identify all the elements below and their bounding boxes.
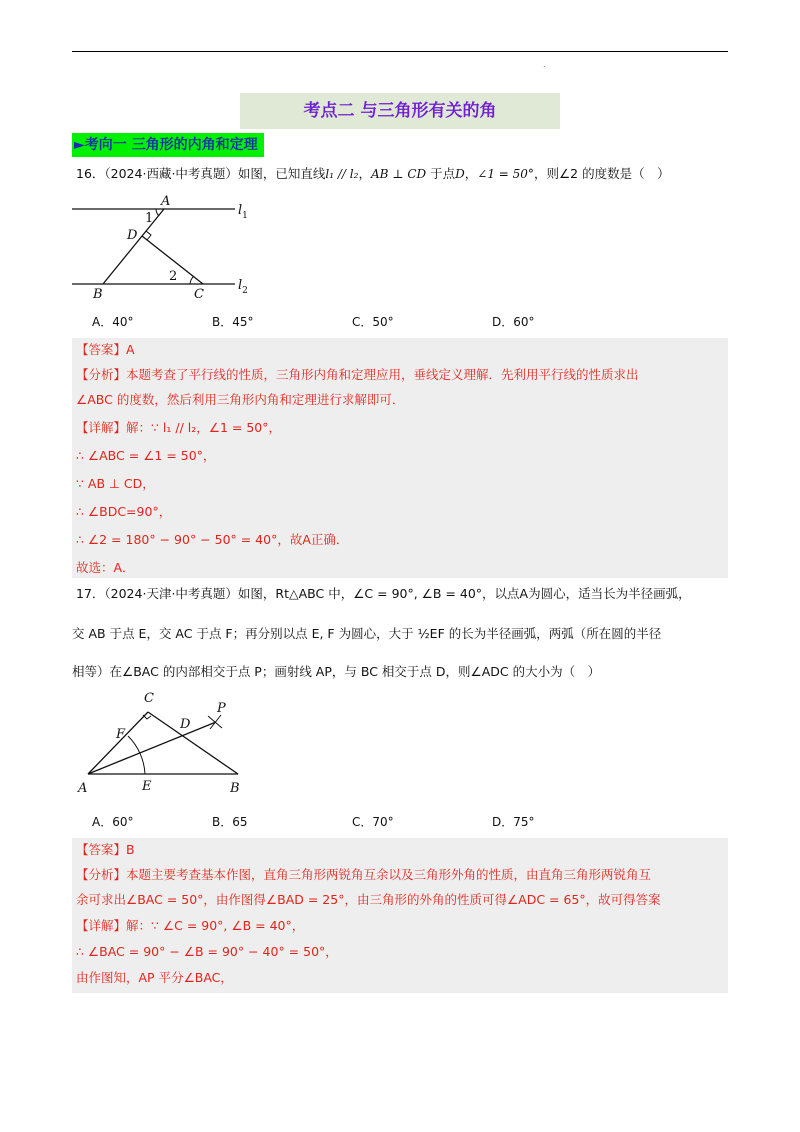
- segment-cb: [148, 712, 238, 774]
- q17-figure: [72, 688, 262, 798]
- q16-perp: AB ⊥ CD: [370, 167, 427, 181]
- label-a: A: [78, 781, 88, 796]
- section-title: 考点二 与三角形有关的角: [240, 93, 560, 129]
- q17-detail: 【详解】解：∵ ∠C = 90°, ∠B = 40°，: [76, 918, 305, 933]
- q16-parallel: l₁ // l₂: [325, 167, 359, 181]
- q16-option-d[interactable]: D．60°: [492, 315, 535, 329]
- q16-step-4: ∴ ∠2 = 180° − 90° − 50° = 40°，故A正确．: [76, 532, 349, 547]
- q16-figure: [70, 192, 260, 307]
- label-2: 2: [169, 269, 178, 284]
- segment-ac: [88, 712, 148, 774]
- q17-option-a[interactable]: A．60°: [92, 815, 134, 829]
- q16-suffix: ，则∠2 的度数是（ ）: [533, 166, 670, 181]
- q17-answer: 【答案】B: [76, 842, 135, 857]
- q16-analysis-2: ∠ABC 的度数，然后利用三角形内角和定理进行求解即可．: [76, 392, 405, 407]
- q16-sep1: ，: [358, 166, 371, 181]
- q16-text-mid: 于点: [426, 166, 456, 181]
- q16-stem: [76, 164, 670, 184]
- q16-answer-block: [72, 338, 728, 578]
- q16-option-a[interactable]: A．40°: [92, 315, 134, 329]
- label-f: F: [116, 727, 126, 742]
- q17-line-2: 交 AB 于点 E，交 AC 于点 F；再分别以点 E, F 为圆心，大于 ½EF 的长为半径画弧，两弧（所在圆的半径: [72, 626, 662, 641]
- label-b: B: [230, 781, 240, 796]
- q17-option-d[interactable]: D．75°: [492, 815, 535, 829]
- q17-analysis-1: 【分析】本题主要考查基本作图，直角三角形两锐角互余以及三角形外角的性质，由直角三角形两锐角互: [76, 867, 652, 882]
- label-p: P: [217, 701, 226, 716]
- label-d: D: [180, 717, 191, 732]
- q17-analysis-2: 余可求出∠BAC = 50°，由作图得∠BAD = 25°，由三角形的外角的性质可得∠ADC = 65°，故可得答案: [76, 892, 661, 907]
- intersection-cross: [208, 715, 222, 729]
- label-c: C: [144, 691, 154, 706]
- label-a: A: [161, 194, 171, 209]
- q17-option-b[interactable]: B．65: [212, 815, 248, 829]
- q16-step-2: ∵ AB ⊥ CD，: [76, 476, 155, 491]
- header-rule: [72, 51, 728, 52]
- q16-angle1: ∠1 = 50°: [477, 167, 534, 181]
- q16-answer: 【答案】A: [76, 342, 135, 357]
- q16-choice: 故选：A．: [76, 560, 135, 575]
- q16-analysis-1: 【分析】本题考查了平行线的性质，三角形内角和定理应用，垂线定义理解．先利用平行线的性质求出: [76, 367, 639, 382]
- q16-point-d: D: [455, 167, 465, 181]
- right-angle-mark: [146, 231, 151, 240]
- angle2-arc: [190, 276, 194, 284]
- q17-answer-block: [72, 838, 728, 993]
- label-l2: $l_2$: [238, 278, 248, 296]
- header-dot: .: [543, 60, 546, 69]
- q17-step-1: ∴ ∠BAC = 90° − ∠B = 90° − 40° = 50°，: [76, 944, 338, 959]
- q17-line-3: 相等）在∠BAC 的内部相交于点 P；画射线 AP，与 BC 相交于点 D，则∠ADC 的大小为（ ）: [72, 664, 601, 679]
- subheading: ►考向一 三角形的内角和定理: [72, 133, 264, 157]
- label-c: C: [194, 287, 204, 302]
- ray-ap: [88, 722, 216, 774]
- angle1-arc: [156, 209, 159, 216]
- label-b: B: [93, 287, 103, 302]
- label-d: D: [127, 228, 138, 243]
- arc-ef: [128, 736, 145, 774]
- q16-option-b[interactable]: B．45°: [212, 315, 254, 329]
- q16-option-c[interactable]: C．50°: [352, 315, 394, 329]
- label-1: 1: [145, 211, 154, 226]
- q17-line-1: 17．（2024·天津·中考真题）如图，Rt△ABC 中，∠C = 90°, ∠B = 40°，以点A为圆心，适当长为半径画弧，: [76, 586, 691, 601]
- q17-option-c[interactable]: C．70°: [352, 815, 394, 829]
- q16-detail: 【详解】解：∵ l₁ // l₂，∠1 = 50°，: [76, 420, 281, 435]
- q16-step-3: ∴ ∠BDC=90°，: [76, 504, 172, 519]
- q16-step-1: ∴ ∠ABC = ∠1 = 50°，: [76, 448, 216, 463]
- right-angle-mark: [143, 715, 151, 719]
- q16-sep2: ，: [464, 166, 478, 181]
- q17-step-2: 由作图知，AP 平分∠BAC，: [76, 970, 233, 985]
- label-l1: $l_1$: [238, 203, 248, 221]
- label-e: E: [142, 779, 152, 794]
- q16-prefix: 16．（2024·西藏·中考真题）如图，已知直线: [76, 166, 326, 181]
